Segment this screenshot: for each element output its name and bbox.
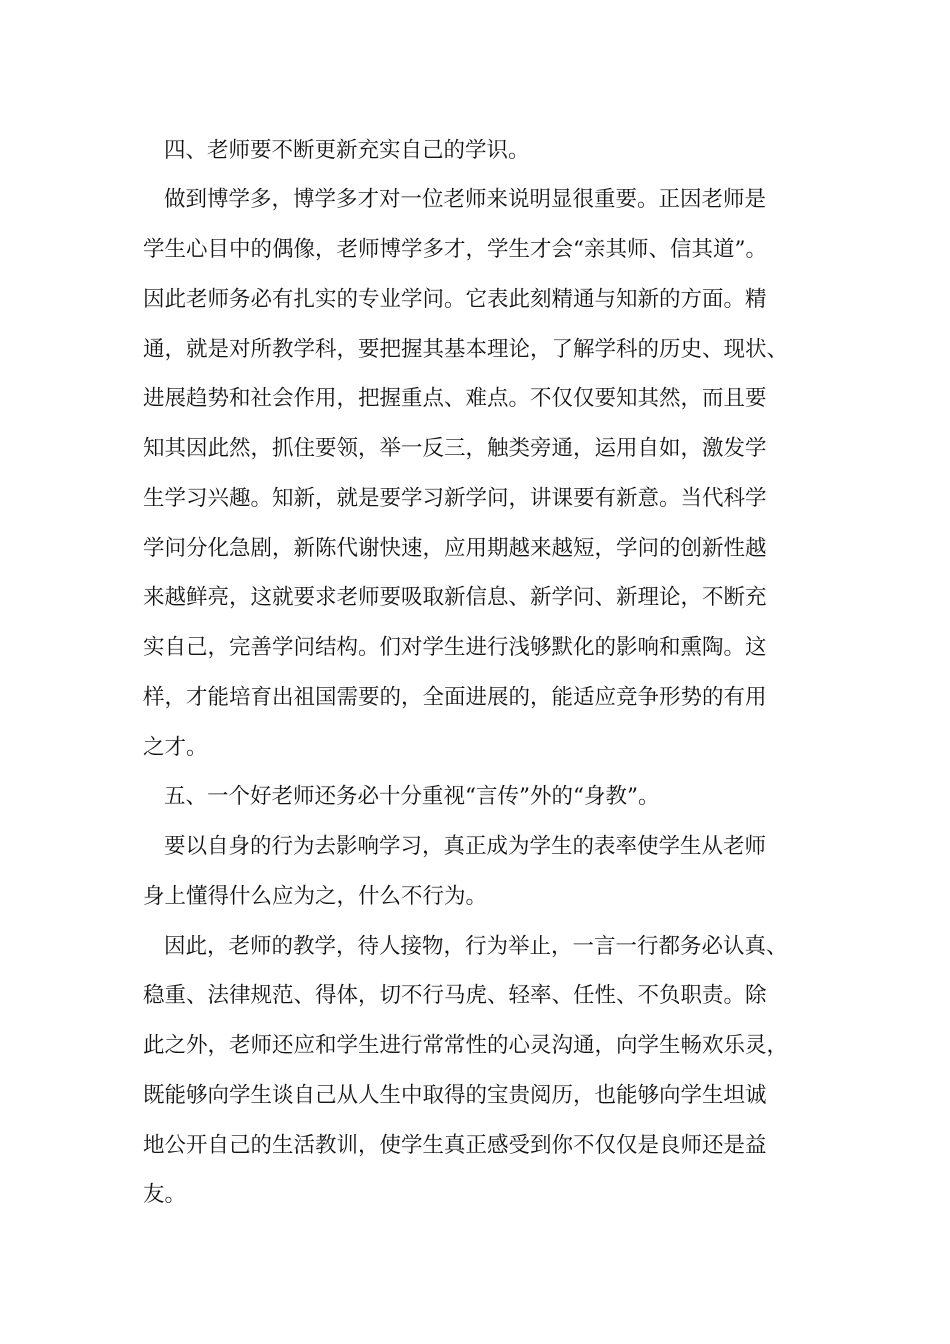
paragraph-line: 此之外，老师还应和学生进行常常性的心灵沟通，向学生畅欢乐灵， [143, 1033, 789, 1058]
paragraph-line: 地公开自己的生活教训，使学生真正感受到你不仅仅是良师还是益 [143, 1133, 767, 1158]
paragraph-line: 做到博学多，博学多才对一位老师来说明显很重要。正因老师是 [164, 187, 767, 212]
paragraph-line: 因此老师务必有扎实的专业学问。它表此刻精通与知新的方面。精 [143, 287, 767, 312]
paragraph-line: 样，才能培育出祖国需要的，全面进展的，能适应竞争形势的有用 [143, 685, 767, 710]
paragraph-line: 进展趋势和社会作用，把握重点、难点。不仅仅要知其然，而且要 [143, 386, 767, 411]
paragraph-line: 稳重、法律规范、得体，切不行马虎、轻率、任性、不负职责。除 [143, 983, 767, 1008]
paragraph-line: 通，就是对所教学科，要把握其基本理论，了解学科的历史、现状、 [143, 337, 789, 362]
paragraph-line: 友。 [143, 1182, 187, 1207]
paragraph-line: 来越鲜亮，这就要求老师要吸取新信息、新学问、新理论，不断充 [143, 585, 767, 610]
section-heading-5: 五、一个好老师还务必十分重视“言传”外的“身教”。 [164, 784, 660, 809]
paragraph-line: 生学习兴趣。知新，就是要学习新学问，讲课要有新意。当代科学 [143, 486, 767, 511]
section-heading-4: 四、老师要不断更新充实自己的学识。 [164, 138, 530, 163]
paragraph-line: 实自己，完善学问结构。们对学生进行浅够默化的影响和熏陶。这 [143, 635, 767, 660]
paragraph-line: 因此，老师的教学，待人接物，行为举止，一言一行都务必认真、 [164, 934, 788, 959]
paragraph-line: 身上懂得什么应为之，什么不行为。 [143, 884, 488, 909]
paragraph-line: 学生心目中的偶像，老师博学多才，学生才会“亲其师、信其道”。 [143, 237, 767, 262]
paragraph-line: 学问分化急剧，新陈代谢快速，应用期越来越短，学问的创新性越 [143, 536, 767, 561]
paragraph-line: 既能够向学生谈自己从人生中取得的宝贵阅历，也能够向学生坦诚 [143, 1083, 767, 1108]
paragraph-line: 要以自身的行为去影响学习，真正成为学生的表率使学生从老师 [164, 834, 767, 859]
paragraph-line: 之才。 [143, 735, 208, 760]
paragraph-line: 知其因此然，抓住要领，举一反三，触类旁通，运用自如，激发学 [143, 436, 767, 461]
